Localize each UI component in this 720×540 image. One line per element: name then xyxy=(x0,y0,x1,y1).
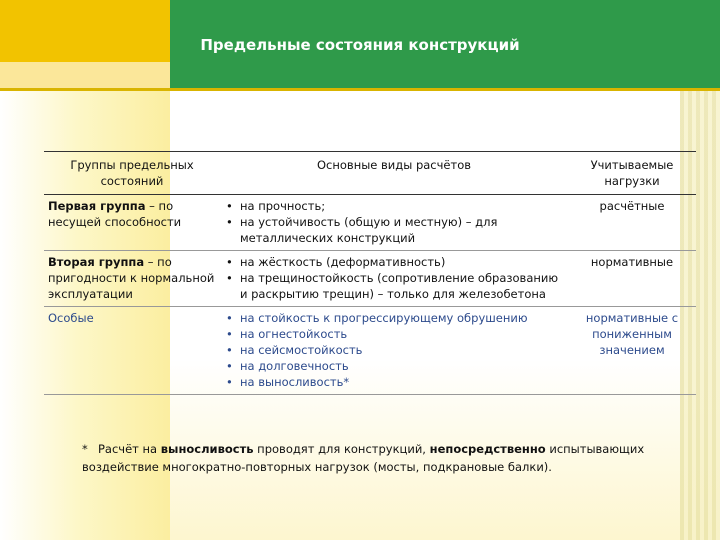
header-groups: Группы предельных состояний xyxy=(44,152,220,195)
row-group: Особые xyxy=(44,307,220,395)
footnote-text: Расчёт на xyxy=(98,442,161,456)
table-row xyxy=(44,195,696,251)
row-group-rest: – по несущей способности xyxy=(48,199,182,229)
header-loads: Учитываемые нагрузки xyxy=(568,152,696,195)
header-calculations: Основные виды расчётов xyxy=(220,152,568,195)
row-group-rest: – по пригодности к нормальной эксплуатации xyxy=(48,255,215,301)
table-header-row xyxy=(44,152,696,195)
row-calculations xyxy=(220,307,568,395)
row-group xyxy=(44,251,220,307)
list-item: • на долговечность xyxy=(224,358,564,374)
row-loads: нормативные с пониженным значением xyxy=(568,307,696,395)
row-calculations xyxy=(220,251,568,307)
header-yellow-strip xyxy=(0,62,170,88)
limit-states-table xyxy=(44,151,696,395)
row-loads: нормативные xyxy=(568,251,696,307)
slide-title: Предельные состояния конструкций xyxy=(200,36,520,54)
list-item: • на сейсмостойкость xyxy=(224,342,564,358)
list-item: • на устойчивость (общую и местную) – для металлических конструкций xyxy=(224,214,564,246)
footnote-bold: непосредственно xyxy=(429,442,546,456)
row-group-bold: Первая группа xyxy=(48,199,146,213)
table-row xyxy=(44,251,696,307)
row-loads: расчётные xyxy=(568,195,696,251)
list-item: • на стойкость к прогрессирующему обрушению xyxy=(224,310,564,326)
footnote-bold: выносливость xyxy=(160,442,254,456)
table-row xyxy=(44,307,696,395)
header-divider xyxy=(0,88,720,91)
list-item: • на трещиностойкость (сопротивление образованию и раскрытию трещин) – только для железобетона xyxy=(224,270,564,302)
row-group xyxy=(44,195,220,251)
footnote xyxy=(82,440,682,476)
footnote-star: * xyxy=(82,442,88,456)
footnote-text: проводят для конструкций, xyxy=(253,442,430,456)
list-item: • на жёсткость (деформативность) xyxy=(224,254,564,270)
list-item: • на прочность; xyxy=(224,198,564,214)
header-yellow-block xyxy=(0,0,170,62)
row-group-bold: Вторая группа xyxy=(48,255,145,269)
footnote-text: испытывающих воздействие многократно-повторных нагрузок (мосты, подкрановые балки). xyxy=(82,442,645,474)
list-item: • на выносливость* xyxy=(224,374,564,390)
list-item: • на огнестойкость xyxy=(224,326,564,342)
row-calculations xyxy=(220,195,568,251)
